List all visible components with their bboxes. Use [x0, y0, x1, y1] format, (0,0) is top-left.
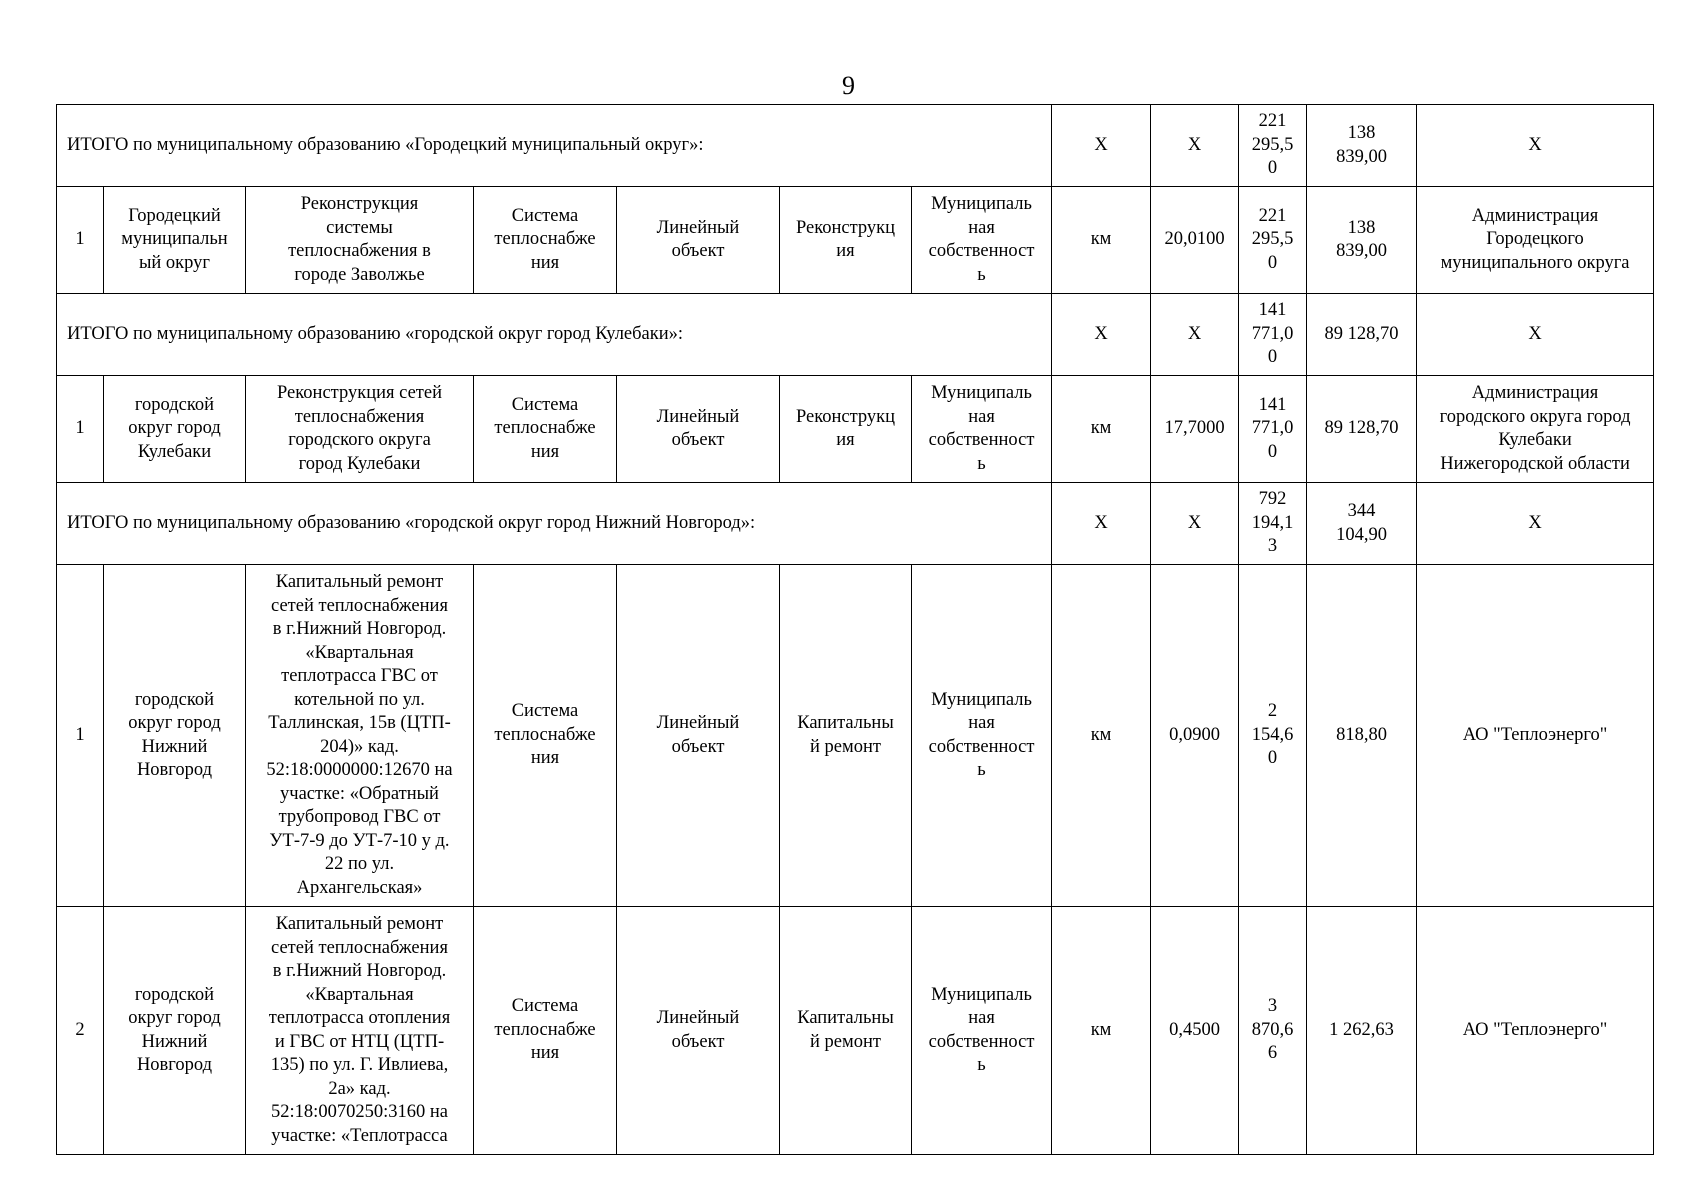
work-type-cell: Реконструкц ия — [780, 187, 912, 294]
total-unit: Х — [1052, 294, 1151, 376]
ownership-cell: Муниципаль ная собственност ь — [912, 565, 1052, 907]
unit-cell: км — [1052, 907, 1151, 1155]
ownership-cell: Муниципаль ная собственност ь — [912, 376, 1052, 483]
project-name-cell: Капитальный ремонт сетей теплоснабжения в г.Нижний Новгород. «Квартальная теплотрасса ГВС от котельной по ул. Таллинская, 15в (ЦТП- 204)» кад. 52:18:0000000:12670 на участке: «Обратный трубопровод ГВС от УТ-7-9 до УТ-7-10 у д. 22 по ул. Архангельская» — [246, 565, 474, 907]
total-unit: Х — [1052, 483, 1151, 565]
table-row — [57, 187, 1654, 294]
total-unit: Х — [1052, 105, 1151, 187]
table-row — [57, 565, 1654, 907]
total-sum2: 138 839,00 — [1307, 105, 1417, 187]
total-row — [57, 483, 1654, 565]
sum1-cell: 3 870,6 6 — [1239, 907, 1307, 1155]
total-row — [57, 105, 1654, 187]
sum1-cell: 141 771,0 0 — [1239, 376, 1307, 483]
sum2-cell: 1 262,63 — [1307, 907, 1417, 1155]
ownership-cell: Муниципаль ная собственност ь — [912, 907, 1052, 1155]
municipality-cell: городской округ город Нижний Новгород — [104, 565, 246, 907]
ownership-cell: Муниципаль ная собственност ь — [912, 187, 1052, 294]
total-responsible: Х — [1417, 483, 1654, 565]
system-cell: Система теплоснабже ния — [474, 907, 617, 1155]
total-label: ИТОГО по муниципальному образованию «Городецкий муниципальный округ»: — [57, 105, 1052, 187]
table-row — [57, 376, 1654, 483]
work-type-cell: Капитальны й ремонт — [780, 907, 912, 1155]
length-cell: 20,0100 — [1151, 187, 1239, 294]
sum1-cell: 2 154,6 0 — [1239, 565, 1307, 907]
investment-program-table — [56, 104, 1654, 1155]
row-number: 2 — [57, 907, 104, 1155]
total-label: ИТОГО по муниципальному образованию «городской округ город Нижний Новгород»: — [57, 483, 1052, 565]
total-responsible: Х — [1417, 105, 1654, 187]
row-number: 1 — [57, 565, 104, 907]
responsible-cell: АО "Теплоэнерго" — [1417, 565, 1654, 907]
sum2-cell: 818,80 — [1307, 565, 1417, 907]
page-number: 9 — [842, 71, 855, 100]
responsible-cell: Администрация городского округа город Кулебаки Нижегородской области — [1417, 376, 1654, 483]
object-type-cell: Линейный объект — [617, 376, 780, 483]
municipality-cell: городской округ город Кулебаки — [104, 376, 246, 483]
row-number: 1 — [57, 187, 104, 294]
work-type-cell: Капитальны й ремонт — [780, 565, 912, 907]
object-type-cell: Линейный объект — [617, 187, 780, 294]
length-cell: 17,7000 — [1151, 376, 1239, 483]
total-sum2: 344 104,90 — [1307, 483, 1417, 565]
system-cell: Система теплоснабже ния — [474, 187, 617, 294]
total-label: ИТОГО по муниципальному образованию «городской округ город Кулебаки»: — [57, 294, 1052, 376]
total-sum2: 89 128,70 — [1307, 294, 1417, 376]
sum2-cell: 89 128,70 — [1307, 376, 1417, 483]
responsible-cell: Администрация Городецкого муниципального округа — [1417, 187, 1654, 294]
system-cell: Система теплоснабже ния — [474, 565, 617, 907]
municipality-cell: Городецкий муниципальн ый округ — [104, 187, 246, 294]
unit-cell: км — [1052, 187, 1151, 294]
total-sum1: 141 771,0 0 — [1239, 294, 1307, 376]
responsible-cell: АО "Теплоэнерго" — [1417, 907, 1654, 1155]
work-type-cell: Реконструкц ия — [780, 376, 912, 483]
sum1-cell: 221 295,5 0 — [1239, 187, 1307, 294]
table-row — [57, 907, 1654, 1155]
object-type-cell: Линейный объект — [617, 907, 780, 1155]
row-number: 1 — [57, 376, 104, 483]
system-cell: Система теплоснабже ния — [474, 376, 617, 483]
total-length: Х — [1151, 294, 1239, 376]
municipality-cell: городской округ город Нижний Новгород — [104, 907, 246, 1155]
length-cell: 0,0900 — [1151, 565, 1239, 907]
project-name-cell: Капитальный ремонт сетей теплоснабжения в г.Нижний Новгород. «Квартальная теплотрасса отопления и ГВС от НТЦ (ЦТП- 135) по ул. Г. Ивлиева, 2а» кад. 52:18:0070250:3160 на участке: «Теплотрасса — [246, 907, 474, 1155]
total-sum1: 792 194,1 3 — [1239, 483, 1307, 565]
total-sum1: 221 295,5 0 — [1239, 105, 1307, 187]
object-type-cell: Линейный объект — [617, 565, 780, 907]
total-responsible: Х — [1417, 294, 1654, 376]
length-cell: 0,4500 — [1151, 907, 1239, 1155]
unit-cell: км — [1052, 565, 1151, 907]
total-length: Х — [1151, 483, 1239, 565]
unit-cell: км — [1052, 376, 1151, 483]
project-name-cell: Реконструкция сетей теплоснабжения городского округа город Кулебаки — [246, 376, 474, 483]
total-row — [57, 294, 1654, 376]
table-body — [57, 105, 1654, 1155]
sum2-cell: 138 839,00 — [1307, 187, 1417, 294]
project-name-cell: Реконструкция системы теплоснабжения в городе Заволжье — [246, 187, 474, 294]
total-length: Х — [1151, 105, 1239, 187]
